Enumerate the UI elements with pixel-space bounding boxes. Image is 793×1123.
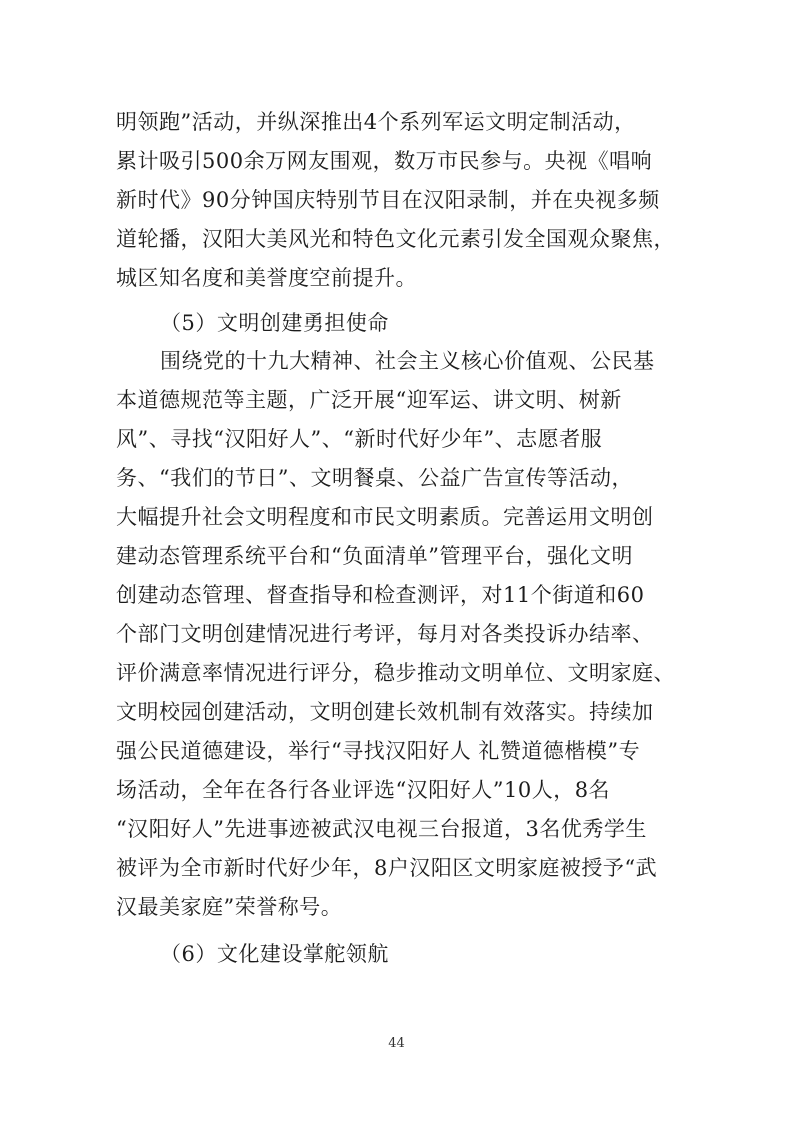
body-text-line: 强公民道德建设，举行“寻找汉阳好人 礼赞道德楷模”专 <box>116 739 641 763</box>
body-text-line: 道轮播，汉阳大美风光和特色文化元素引发全国观众聚焦， <box>116 227 675 251</box>
body-text-line: 被评为全市新时代好少年，8户汉阳区文明家庭被授予“武 <box>116 856 658 880</box>
body-text-line: 文明校园创建活动，文明创建长效机制有效落实。持续加 <box>116 700 654 724</box>
body-text-line: “汉阳好人”先进事迹被武汉电视三台报道，3名优秀学生 <box>116 817 647 841</box>
body-text-line: 务、“我们的节日”、文明餐桌、公益广告宣传等活动， <box>116 466 633 490</box>
body-text-line: 新时代》90分钟国庆特别节目在汉阳录制，并在央视多频 <box>116 188 660 212</box>
body-text-line: 场活动，全年在各行各业评选“汉阳好人”10人，8名 <box>116 778 611 802</box>
body-text-line: 建动态管理系统平台和“负面清单”管理平台，强化文明 <box>116 544 633 568</box>
section-heading: （5）文明创建勇担使命 <box>160 311 389 335</box>
body-text-line: 评价满意率情况进行评分，稳步推动文明单位、文明家庭、 <box>116 661 675 685</box>
body-text-line: 明领跑”活动，并纵深推出4个系列军运文明定制活动， <box>116 110 636 134</box>
body-text-line: 累计吸引500余万网友围观，数万市民参与。央视《唱响 <box>116 149 653 173</box>
body-text-line: 围绕党的十九大精神、社会主义核心价值观、公民基 <box>160 349 655 373</box>
body-text-line: 风”、寻找“汉阳好人”、“新时代好少年”、志愿者服 <box>116 427 603 451</box>
body-text-line: 创建动态管理、督查指导和检查测评，对11个街道和60 <box>116 583 645 607</box>
body-text-line: 大幅提升社会文明程度和市民文明素质。完善运用文明创 <box>116 505 654 529</box>
section-heading: （6）文化建设掌舵领航 <box>160 942 389 966</box>
body-text-line: 汉最美家庭”荣誉称号。 <box>116 895 343 919</box>
body-text-line: 城区知名度和美誉度空前提升。 <box>116 266 417 290</box>
page-number: 44 <box>388 1036 405 1051</box>
body-text-line: 个部门文明创建情况进行考评，每月对各类投诉办结率、 <box>116 622 654 646</box>
body-text-line: 本道德规范等主题，广泛开展“迎军运、讲文明、树新 <box>116 388 622 412</box>
